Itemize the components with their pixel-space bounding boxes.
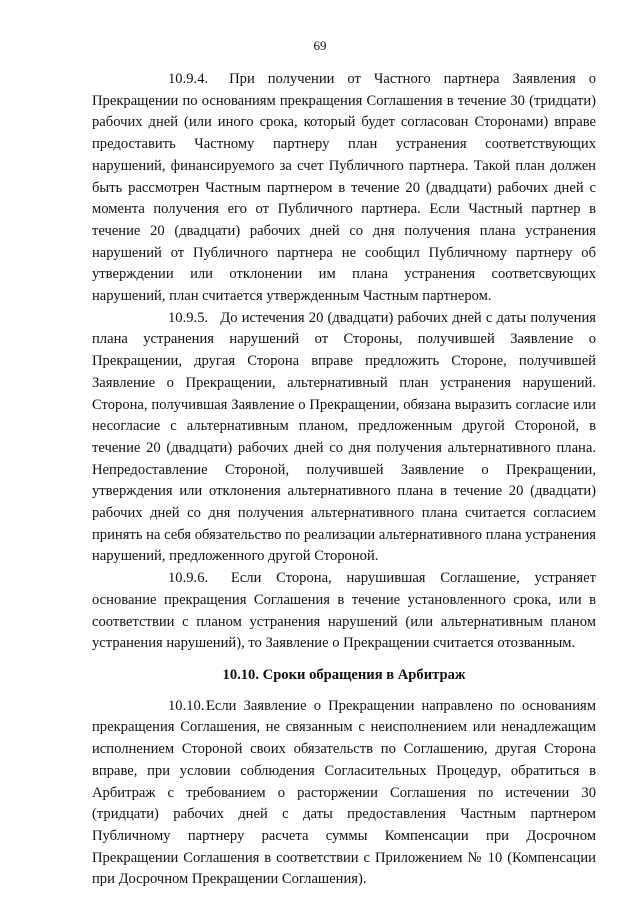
clause-text: Если Сторона, нарушившая Соглашение, устраняет основание прекращения Соглашения в течение установленного срока, или в соответствии с планом устранения нарушений (или альтернативным планом устранения нарушений), то Заявление о Прекращении считается отозванным. [92,570,596,652]
section-heading: 10.10. Сроки обращения в Арбитраж [222,666,466,683]
page-number: 69 [313,38,327,53]
clause-number: 10.9.5. [168,309,209,326]
clause-number: 10.9.6. [168,570,209,587]
paragraph-10-9-4 [92,69,596,308]
clause-number: 10.10.1. [168,697,216,714]
clause-number: 10.9.4. [168,71,209,87]
paragraph-10-10-1 [92,696,596,891]
document-body [92,69,596,891]
clause-text: До истечения 20 (двадцати) рабочих дней с даты получения плана устранения нарушений от Стороны, получившей Заявление о Прекращении, другая Сторона вправе предложить Стороне, получившей Заявление о Прекращении, альтернативный план устранения нарушений. Сторона, получившая Заявление о Прекращении, обязана выразить согласие или несогласие с альтернативным планом, предложенным другой Стороной, в течение 20 (двадцати) рабочих дней со дня получения альтернативного плана. Непредоставление Стороной, получившей Заявление о Прекращении, утверждения или отклонения альтернативного плана в течение 20 (двадцати) рабочих дней со дня получения альтернативного плана считается согласием принять на себя обязательство по реализации альтернативного плана устранения нарушений, предложенного другой Стороной. [92,309,596,565]
paragraph-10-9-6 [92,568,596,655]
clause-text: При получении от Частного партнера Заявления о Прекращении по основаниям прекращения Соглашения в течение 30 (тридцати) рабочих дней (или иного срока, который будет согласован Сторонами) вправе предоставить Частному партнеру план устранения соответствующих нарушений, финансируемого за счет Публичного партнера. Такой план должен быть рассмотрен Частным партнером в течение 20 (двадцати) рабочих дней с момента получения его от Публичного партнера. Если Частный партнер в течение 20 (двадцати) рабочих дней со дня получения плана устранения нарушений от Публичного партнера не сообщил Публичному партнеру об утверждении или отклонении им плана устранения соответсвующих нарушений, план считается утвержденным Частным партнером. [92,71,596,305]
clause-text: Если Заявление о Прекращении направлено по основаниям прекращения Соглашения, не связанным с неисполнением или ненадлежащим исполнением Стороной своих обязательств по Соглашению, другая Сторона вправе, при условии соблюдения Согласительных Процедур, обратиться в Арбитраж с требованием о расторжении Соглашения по истечении 30 (тридцати) рабочих дней с даты предоставления Частным партнером Публичному партнеру расчета суммы Компенсации при Досрочном Прекращении Соглашения в соответствии с Приложением № 10 (Компенсации при Досрочном Прекращении Соглашения). [92,697,596,888]
paragraph-10-9-5 [92,308,596,568]
